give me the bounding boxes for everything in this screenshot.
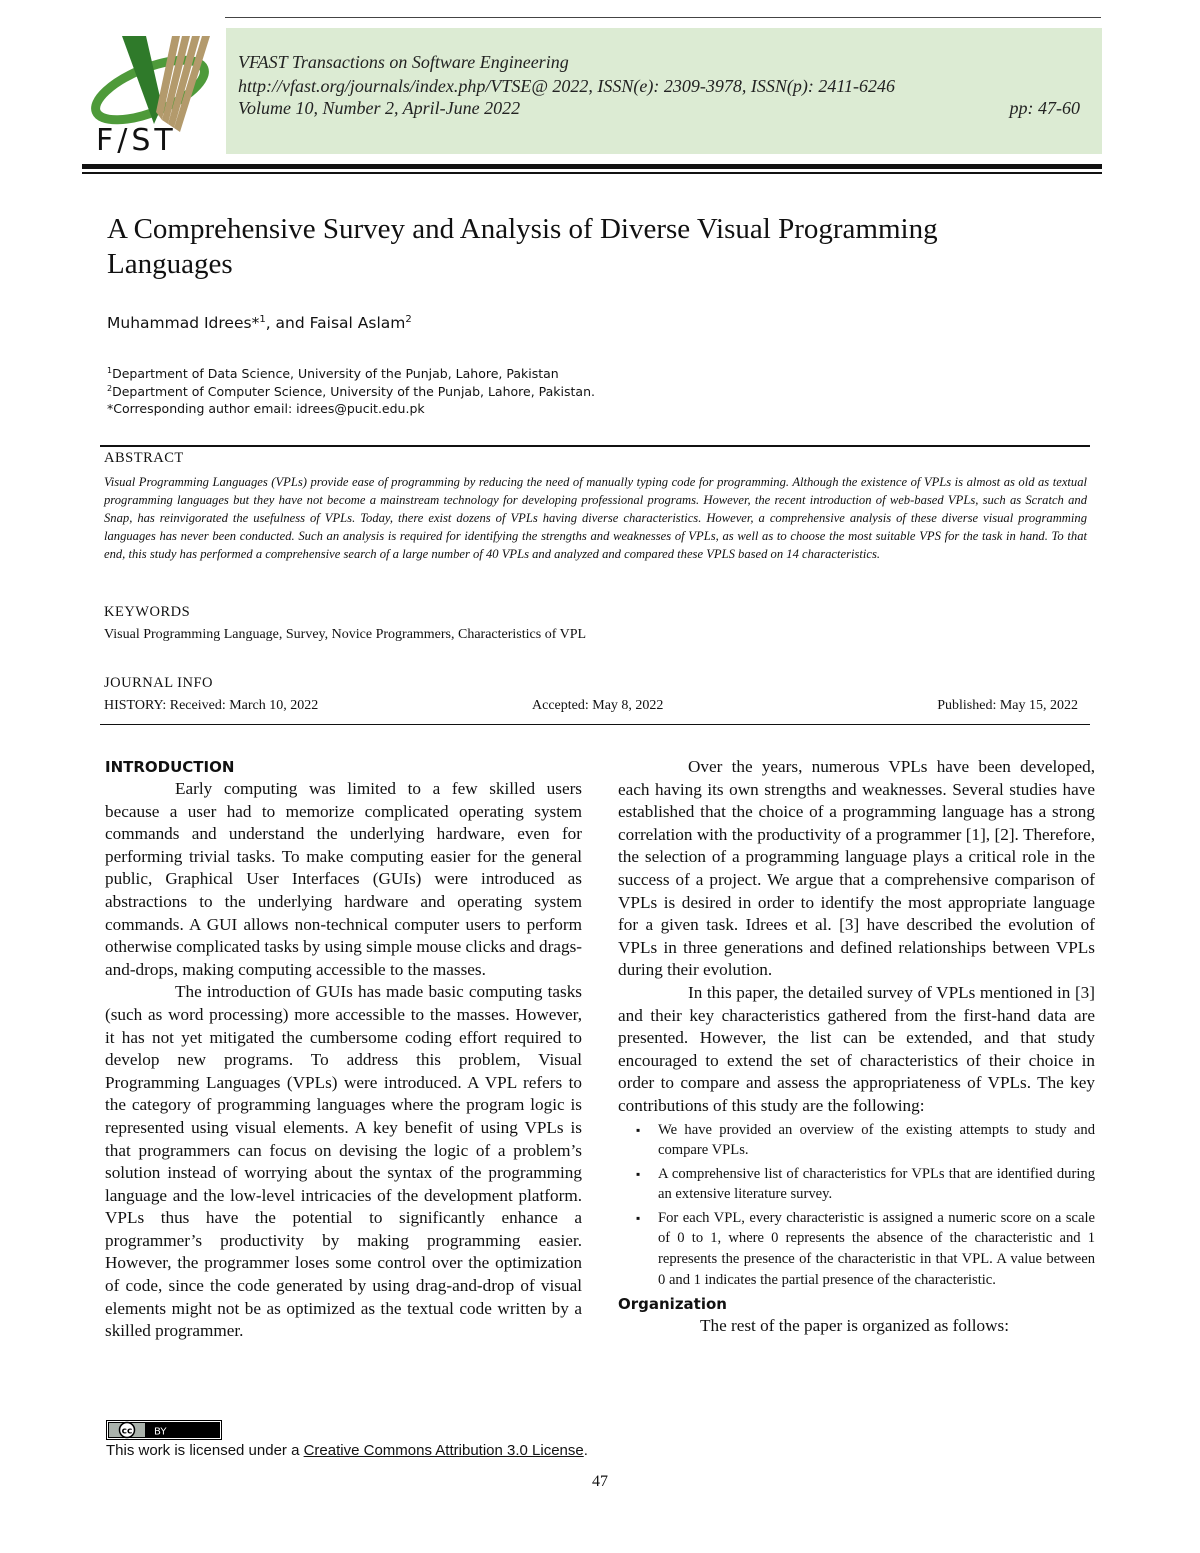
affiliation-1 [107, 366, 559, 381]
contributions-list [618, 1120, 1095, 1291]
journal-url-issn: http://vfast.org/journals/index.php/VTSE@ 2022, ISSN(e): 2309-3978, ISSN(p): 2411-6246 [238, 76, 895, 96]
corresponding-author-text: *Corresponding author email: idrees@pucit.edu.pk [107, 401, 425, 416]
info-bottom-rule [100, 724, 1090, 725]
abstract-text: Visual Programming Languages (VPLs) provide ease of programming by reducing the need of manually typing code for programming. Although the existence of VPLs is almost as old as textual programming languages but they have not become a mainstream technology for developing professional programs. However, the recent introduction of web-based VPLs, such as Scratch and Snap, has reinvigorated the usefulness of VPLs. Today, there exist dozens of VPLs having diverse characteristics. However, a comprehensive analysis of these diverse visual programming languages has never been conducted. Such an analysis is required for identifying the strengths and weaknesses of VPLs, as well as to choose the most suitable VPS for the task in hand. To that end, this study has performed a comprehensive search of a large number of 40 VPLs and analyzed and compared these VPLS based on 14 characteristics. [104, 475, 1087, 561]
vfast-logo-icon [88, 28, 220, 158]
corresponding-author [107, 401, 425, 416]
right-column [618, 756, 1095, 1338]
journal-info-banner [226, 28, 1102, 154]
author-2-sup: 2 [405, 314, 412, 325]
organization-heading: Organization [618, 1295, 727, 1314]
history-row [104, 698, 1078, 718]
header-thin-rule [82, 172, 1102, 174]
journal-name: VFAST Transactions on Software Engineering [238, 52, 569, 72]
introduction-heading: INTRODUCTION [105, 758, 235, 776]
accepted-date: Accepted: May 8, 2022 [532, 698, 664, 713]
intro-paragraph-2: The introduction of GUIs has made basic computing tasks (such as word processing) more accessible to the masses. However, it has not yet mitigated the cumbersome coding effort required to develop new programs. To address this problem, Visual Programming Languages (VPLs) were introduced. A VPL refers to the category of programming languages where the program logic is represented using visual elements. A key benefit of using VPLs is that programmers can focus on devising the logic of a problem’s solution instead of worrying about the syntax of the programming language and the low-level intricacies of the development platform. VPLs thus have the potential to significantly enhance a programmer’s productivity by making programming easier. However, the programmer loses some control over the optimization of code, since the code generated by using drag-and-drop of visual elements might not be as optimized as the textual code written by a skilled programmer. [105, 982, 582, 1341]
affiliation-2-text: Department of Computer Science, University of the Punjab, Lahore, Pakistan. [112, 384, 595, 400]
abstract-label: ABSTRACT [104, 450, 184, 466]
journal-volume: Volume 10, Number 2, April-June 2022 [238, 98, 521, 118]
affiliation-2-sup: 2 [107, 384, 113, 393]
license-suffix: . [583, 1442, 588, 1459]
list-item: ▪ For each VPL, every characteristic is assigned a numeric score on a scale of 0 to 1, where 0 represents the absence of the characteristic and 1 represents the presence of the characteristic in that VPL. A value between 0 and 1 indicates the partial presence of the characteristic. [618, 1208, 1095, 1290]
intro-paragraph-4: In this paper, the detailed survey of VPLs mentioned in [3] and their key characteristics gathered from the first-hand data are presented. However, the list can be extended, and that study encouraged to extend the set of characteristics of their choice in order to compare and assess the appropriateness of VPLs. The key contributions of this study are the following: [618, 982, 1095, 1115]
paper-title: A Comprehensive Survey and Analysis of Diverse Visual Programming Languages [107, 213, 938, 280]
keywords-label: KEYWORDS [104, 604, 191, 620]
published-date: Published: May 15, 2022 [937, 698, 1078, 713]
cc-badge-right-text: BY [154, 1426, 167, 1438]
author-1-sup: 1 [259, 314, 266, 325]
received-date: HISTORY: Received: March 10, 2022 [104, 698, 319, 713]
logo-text: F/ST [96, 123, 177, 158]
header-thick-rule [82, 164, 1102, 169]
creative-commons-icon [106, 1420, 222, 1440]
affiliation-1-text: Department of Data Science, University of the Punjab, Lahore, Pakistan [112, 366, 559, 382]
author-joiner: , and [265, 314, 310, 333]
author-2: Faisal Aslam [309, 314, 406, 333]
author-1: Muhammad Idrees* [107, 314, 260, 333]
license-notice [106, 1442, 588, 1459]
intro-paragraph-1: Early computing was limited to a few skilled users because a user had to memorize complicated operating system commands and understand the underlying hardware, even for performing trivial tasks. To make computing easier for the general public, Graphical User Interfaces (GUIs) were introduced as abstractions to the underlying hardware and operating system commands. A GUI allows non-technical computer users to perform otherwise complicated tasks by using simple mouse clicks and drags-and-drops, making computing accessible to the masses. [105, 779, 582, 979]
journal-info-label: JOURNAL INFO [104, 675, 213, 691]
list-item: ▪ We have provided an overview of the existing attempts to study and compare VPLs. [618, 1120, 1095, 1161]
journal-pages: pp: 47-60 [1009, 98, 1080, 118]
vfast-logo [88, 28, 220, 158]
cc-by-badge[interactable] [106, 1420, 222, 1440]
left-column [105, 756, 582, 1343]
affiliation-1-sup: 1 [107, 366, 113, 375]
abstract-top-rule [100, 445, 1090, 447]
author-line [107, 314, 412, 332]
list-item: ▪ A comprehensive list of characteristics for VPLs that are identified during an extensive literature survey. [618, 1164, 1095, 1205]
keywords-text: Visual Programming Language, Survey, Novice Programmers, Characteristics of VPL [104, 627, 587, 642]
license-prefix: This work is licensed under a [106, 1442, 304, 1459]
license-link[interactable]: Creative Commons Attribution 3.0 License [303, 1442, 584, 1459]
affiliation-2 [107, 384, 595, 399]
cc-badge-left-text: cc [121, 1426, 133, 1437]
header-top-rule [225, 17, 1101, 18]
intro-paragraph-3: Over the years, numerous VPLs have been developed, each having its own strengths and weaknesses. Several studies have established that the choice of a programming language has a strong correlation with the productivity of a programmer [1], [2]. Therefore, the selection of a programming language plays a critical role in the success of a project. We argue that a comprehensive comparison of VPLs is desired in order to identify the most appropriate language for a given task. Idrees et al. [3] have described the evolution of VPLs in three generations and defined relationships between VPLs during their evolution. [618, 757, 1095, 980]
organization-paragraph: The rest of the paper is organized as follows: [700, 1316, 1009, 1336]
page-number: 47 [592, 1473, 608, 1490]
